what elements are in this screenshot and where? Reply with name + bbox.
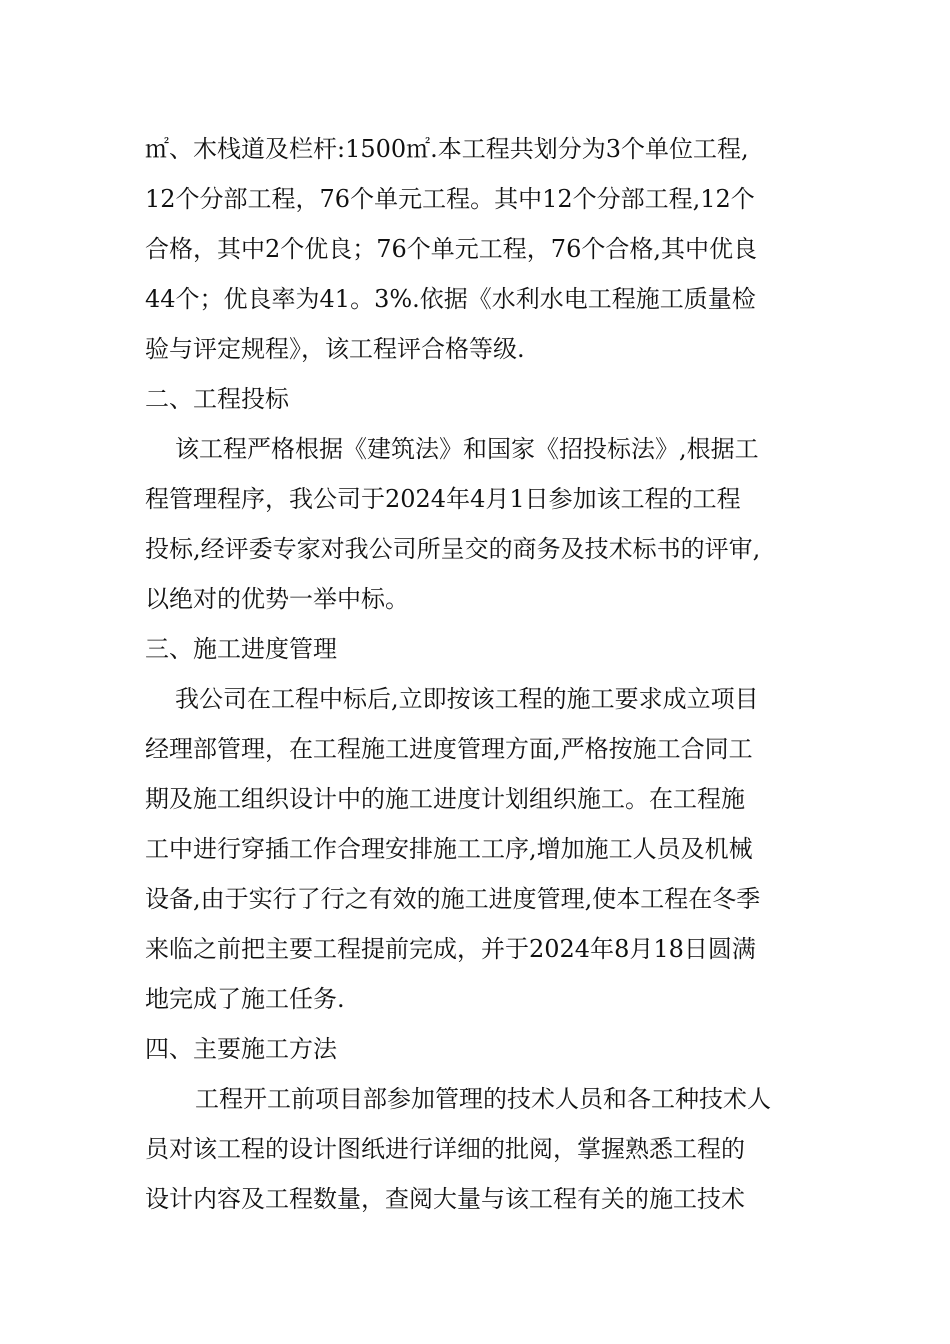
paragraph-line: 来临之前把主要工程提前完成，并于2024年8月18日圆满 <box>145 935 756 963</box>
paragraph-line: 设备,由于实行了行之有效的施工进度管理,使本工程在冬季 <box>145 885 761 913</box>
paragraph-line: 以绝对的优势一举中标。 <box>145 585 409 613</box>
paragraph-line: 工中进行穿插工作合理安排施工工序,增加施工人员及机械 <box>145 835 753 863</box>
paragraph-line: 12个分部工程，76个单元工程。其中12个分部工程,12个 <box>145 185 755 213</box>
section-heading-bidding: 二、工程投标 <box>145 385 289 413</box>
paragraph-line: 44个；优良率为41。3%.依据《水利水电工程施工质量检 <box>145 285 756 313</box>
paragraph-line: 程管理程序，我公司于2024年4月1日参加该工程的工程 <box>145 485 741 513</box>
paragraph-line: 我公司在工程中标后,立即按该工程的施工要求成立项目 <box>175 685 759 713</box>
paragraph-line: 合格，其中2个优良；76个单元工程，76个合格,其中优良 <box>145 235 757 263</box>
paragraph-line: 员对该工程的设计图纸进行详细的批阅，掌握熟悉工程的 <box>145 1135 745 1163</box>
section-heading-methods: 四、主要施工方法 <box>145 1035 337 1063</box>
paragraph-line: 工程开工前项目部参加管理的技术人员和各工种技术人 <box>195 1085 771 1113</box>
paragraph-line: 期及施工组织设计中的施工进度计划组织施工。在工程施 <box>145 785 745 813</box>
paragraph-line: 经理部管理，在工程施工进度管理方面,严格按施工合同工 <box>145 735 753 763</box>
paragraph-line: 该工程严格根据《建筑法》和国家《招投标法》,根据工 <box>175 435 759 463</box>
document-body <box>145 124 810 1224</box>
paragraph-line: 设计内容及工程数量，查阅大量与该工程有关的施工技术 <box>145 1185 745 1213</box>
paragraph-line: 地完成了施工任务. <box>145 985 345 1013</box>
paragraph-line: ㎡、木栈道及栏杆:1500㎡.本工程共划分为3个单位工程, <box>145 135 749 163</box>
paragraph-line: 验与评定规程》，该工程评合格等级. <box>145 335 525 363</box>
paragraph-line: 投标,经评委专家对我公司所呈交的商务及技术标书的评审, <box>145 535 761 563</box>
section-heading-schedule: 三、施工进度管理 <box>145 635 337 663</box>
